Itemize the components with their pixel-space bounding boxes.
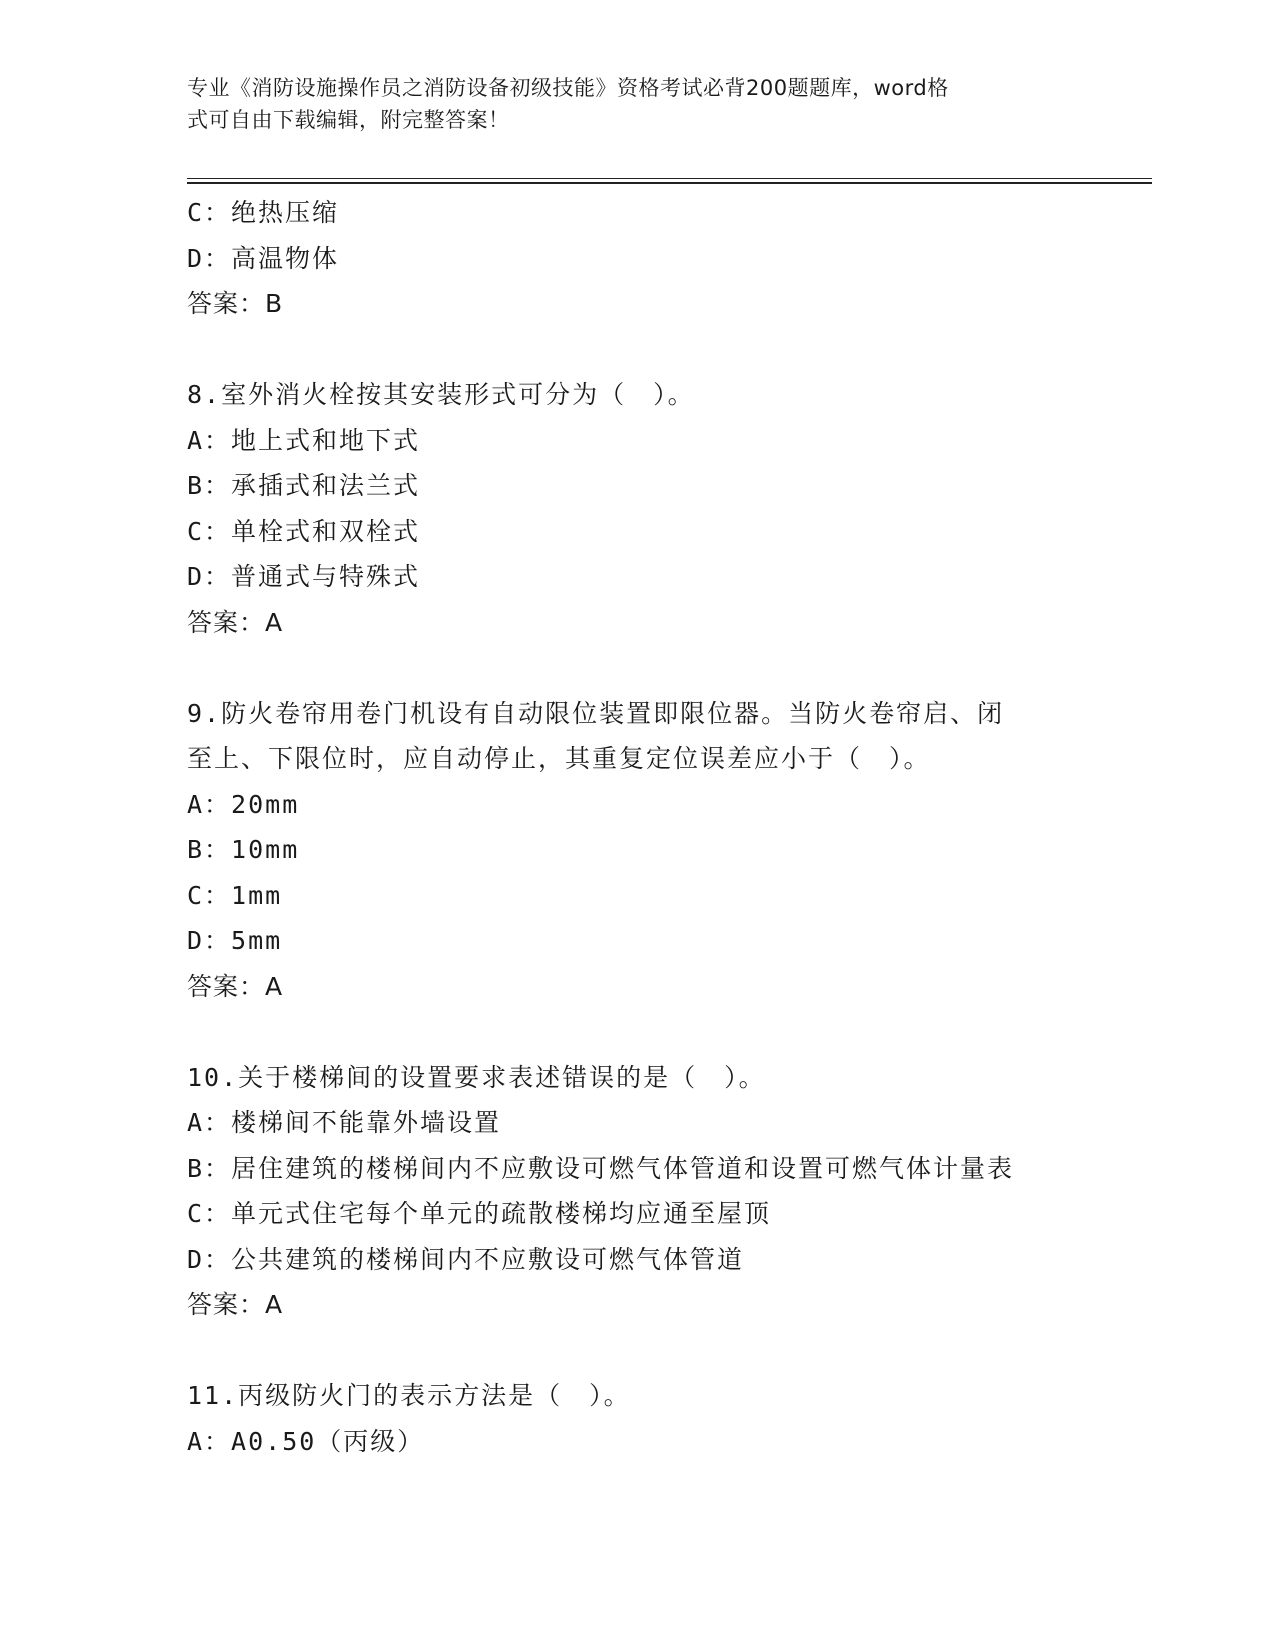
question-stem: 10.关于楼梯间的设置要求表述错误的是（ ）。 xyxy=(187,1062,766,1092)
question-10 xyxy=(187,1055,1087,1328)
option-c: C：绝热压缩 xyxy=(187,198,340,227)
spacer xyxy=(187,327,1087,373)
answer-line: 答案：B xyxy=(187,289,284,318)
answer-line: 答案：A xyxy=(187,1290,284,1319)
answer-line: 答案：A xyxy=(187,971,284,1001)
option-a: A：A0.50（丙级） xyxy=(187,1426,425,1456)
option-d: D：5mm xyxy=(187,926,283,955)
question-9 xyxy=(187,691,1087,1010)
spacer xyxy=(187,645,1087,691)
document-header xyxy=(187,72,1067,136)
question-7-fragment xyxy=(187,190,1087,327)
question-list xyxy=(187,190,1087,1464)
spacer xyxy=(187,1328,1087,1374)
option-a: A：楼梯间不能靠外墙设置 xyxy=(187,1108,502,1137)
header-rule-thick xyxy=(187,182,1152,184)
option-d: D：公共建筑的楼梯间内不应敷设可燃气体管道 xyxy=(187,1244,745,1274)
spacer xyxy=(187,1009,1087,1055)
question-11 xyxy=(187,1373,1087,1464)
header-line-1: 专业《消防设施操作员之消防设备初级技能》资格考试必背200题题库，word格 xyxy=(187,76,949,100)
question-stem-line-2: 至上、下限位时，应自动停止，其重复定位误差应小于（ ）。 xyxy=(187,744,931,773)
question-8 xyxy=(187,372,1087,645)
header-rule-thin xyxy=(187,178,1152,179)
option-c: C：1mm xyxy=(187,880,283,910)
question-stem-line-1: 9.防火卷帘用卷门机设有自动限位装置即限位器。当防火卷帘启、闭 xyxy=(187,698,1005,728)
option-d: D：高温物体 xyxy=(187,243,340,273)
option-c: C：单元式住宅每个单元的疏散楼梯均应通至屋顶 xyxy=(187,1199,772,1228)
answer-line: 答案：A xyxy=(187,607,284,637)
option-b: B：10mm xyxy=(187,835,300,864)
option-a: A：地上式和地下式 xyxy=(187,425,421,455)
option-d: D：普通式与特殊式 xyxy=(187,562,421,591)
question-stem: 8.室外消火栓按其安装形式可分为（ ）。 xyxy=(187,380,695,409)
header-line-2: 式可自由下载编辑，附完整答案！ xyxy=(187,108,510,132)
question-stem: 11.丙级防火门的表示方法是（ ）。 xyxy=(187,1381,631,1410)
option-b: B：居住建筑的楼梯间内不应敷设可燃气体管道和设置可燃气体计量表 xyxy=(187,1153,1015,1183)
option-b: B：承插式和法兰式 xyxy=(187,471,421,500)
option-a: A：20mm xyxy=(187,789,300,819)
option-c: C：单栓式和双栓式 xyxy=(187,516,421,546)
